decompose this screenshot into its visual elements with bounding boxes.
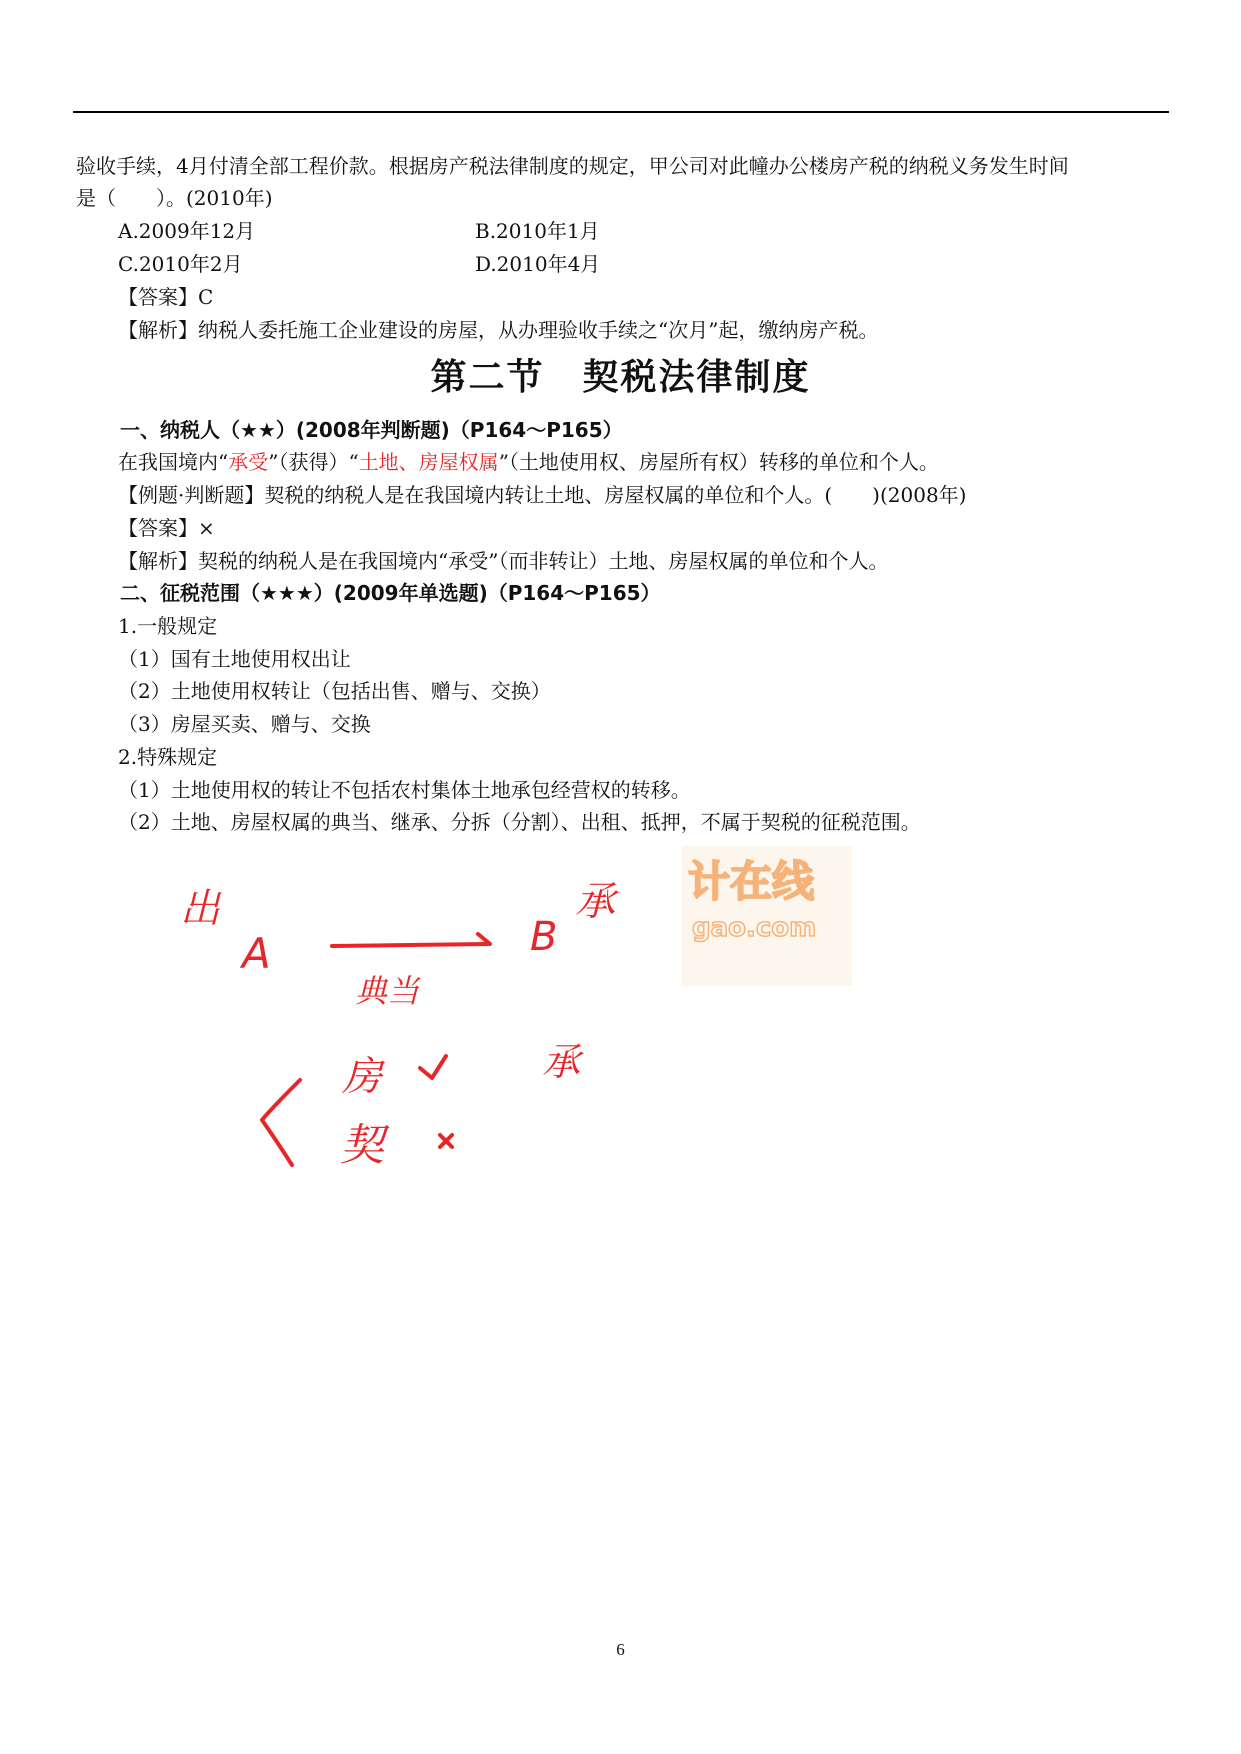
hand-fang: 房 xyxy=(342,1054,382,1100)
part1-answer: 【答案】× xyxy=(118,516,215,540)
option-a: A.2009年12月 xyxy=(118,219,256,243)
question-text-line1: 验收手续，4月付清全部工程价款。根据房产税法律制度的规定，甲公司对此幢办公楼房产税的纳税义务发生时间 xyxy=(76,154,1069,178)
hand-cheng: 承 xyxy=(575,879,615,925)
header-rule xyxy=(73,111,1169,113)
part1-text-suffix: ”（土地使用权、房屋所有权）转移的单位和个人。 xyxy=(498,450,939,474)
question-analysis: 【解析】纳税人委托施工企业建设的房屋，从办理验收手续之“次月”起，缴纳房产税。 xyxy=(118,318,879,342)
part1-text-mid: ”（获得）“ xyxy=(268,450,359,474)
option-c: C.2010年2月 xyxy=(118,252,243,276)
question-text-line2: 是（ ）。(2010年) xyxy=(76,186,273,210)
check-mark xyxy=(420,1056,446,1078)
option-d: D.2010年4月 xyxy=(475,252,601,276)
part1-text-prefix: 在我国境内“ xyxy=(118,450,229,474)
part2-heading: 二、征税范围（★★★）(2009年单选题)（P164～P165） xyxy=(120,581,661,605)
part2-general-title: 1.一般规定 xyxy=(118,614,218,638)
watermark-logo xyxy=(682,846,852,986)
hand-chu: 出 xyxy=(180,886,220,932)
transfer-line-tick xyxy=(478,934,490,944)
watermark-text-1: 计在线 xyxy=(688,857,815,906)
part2-special-item: （1）土地使用权的转让不包括农村集体土地承包经营权的转移。 xyxy=(118,778,691,802)
option-b: B.2010年1月 xyxy=(475,219,600,243)
part2-general-item: （2）土地使用权转让（包括出售、赠与、交换） xyxy=(118,679,551,703)
part1-heading: 一、纳税人（★★）(2008年判断题)（P164～P165） xyxy=(120,418,623,442)
hand-qi: 契 xyxy=(340,1120,384,1171)
hand-diandang: 典当 xyxy=(355,972,420,1010)
section-title: 第二节 契税法律制度 xyxy=(430,357,811,398)
part1-example: 【例题·判断题】契税的纳税人是在我国境内转让土地、房屋权属的单位和个人。( )(2008年) xyxy=(118,483,967,507)
part1-analysis: 【解析】契税的纳税人是在我国境内“承受”（而非转让）土地、房屋权属的单位和个人。 xyxy=(118,549,889,573)
hand-cheng-2: 承 xyxy=(542,1040,581,1084)
part1-definition xyxy=(118,448,939,476)
part2-general-item: （1）国有土地使用权出让 xyxy=(118,647,351,671)
part2-special-item: （2）土地、房屋权属的典当、继承、分拆（分割）、出租、抵押，不属于契税的征税范围。 xyxy=(118,810,921,834)
part1-highlight-cheng-shou: 承受 xyxy=(228,450,269,474)
hand-a: A xyxy=(242,929,271,978)
transfer-line xyxy=(332,944,488,946)
part2-general-item: （3）房屋买卖、赠与、交换 xyxy=(118,712,371,736)
watermark-text-2: gao.com xyxy=(692,913,817,943)
part2-special-title: 2.特殊规定 xyxy=(118,745,218,769)
question-answer: 【答案】C xyxy=(118,285,214,309)
part1-highlight-land-house: 土地、房屋权属 xyxy=(358,450,499,474)
hand-b: B xyxy=(530,914,558,960)
cross-mark xyxy=(440,1135,452,1147)
brace xyxy=(262,1080,300,1165)
page-number: 6 xyxy=(616,1640,625,1659)
